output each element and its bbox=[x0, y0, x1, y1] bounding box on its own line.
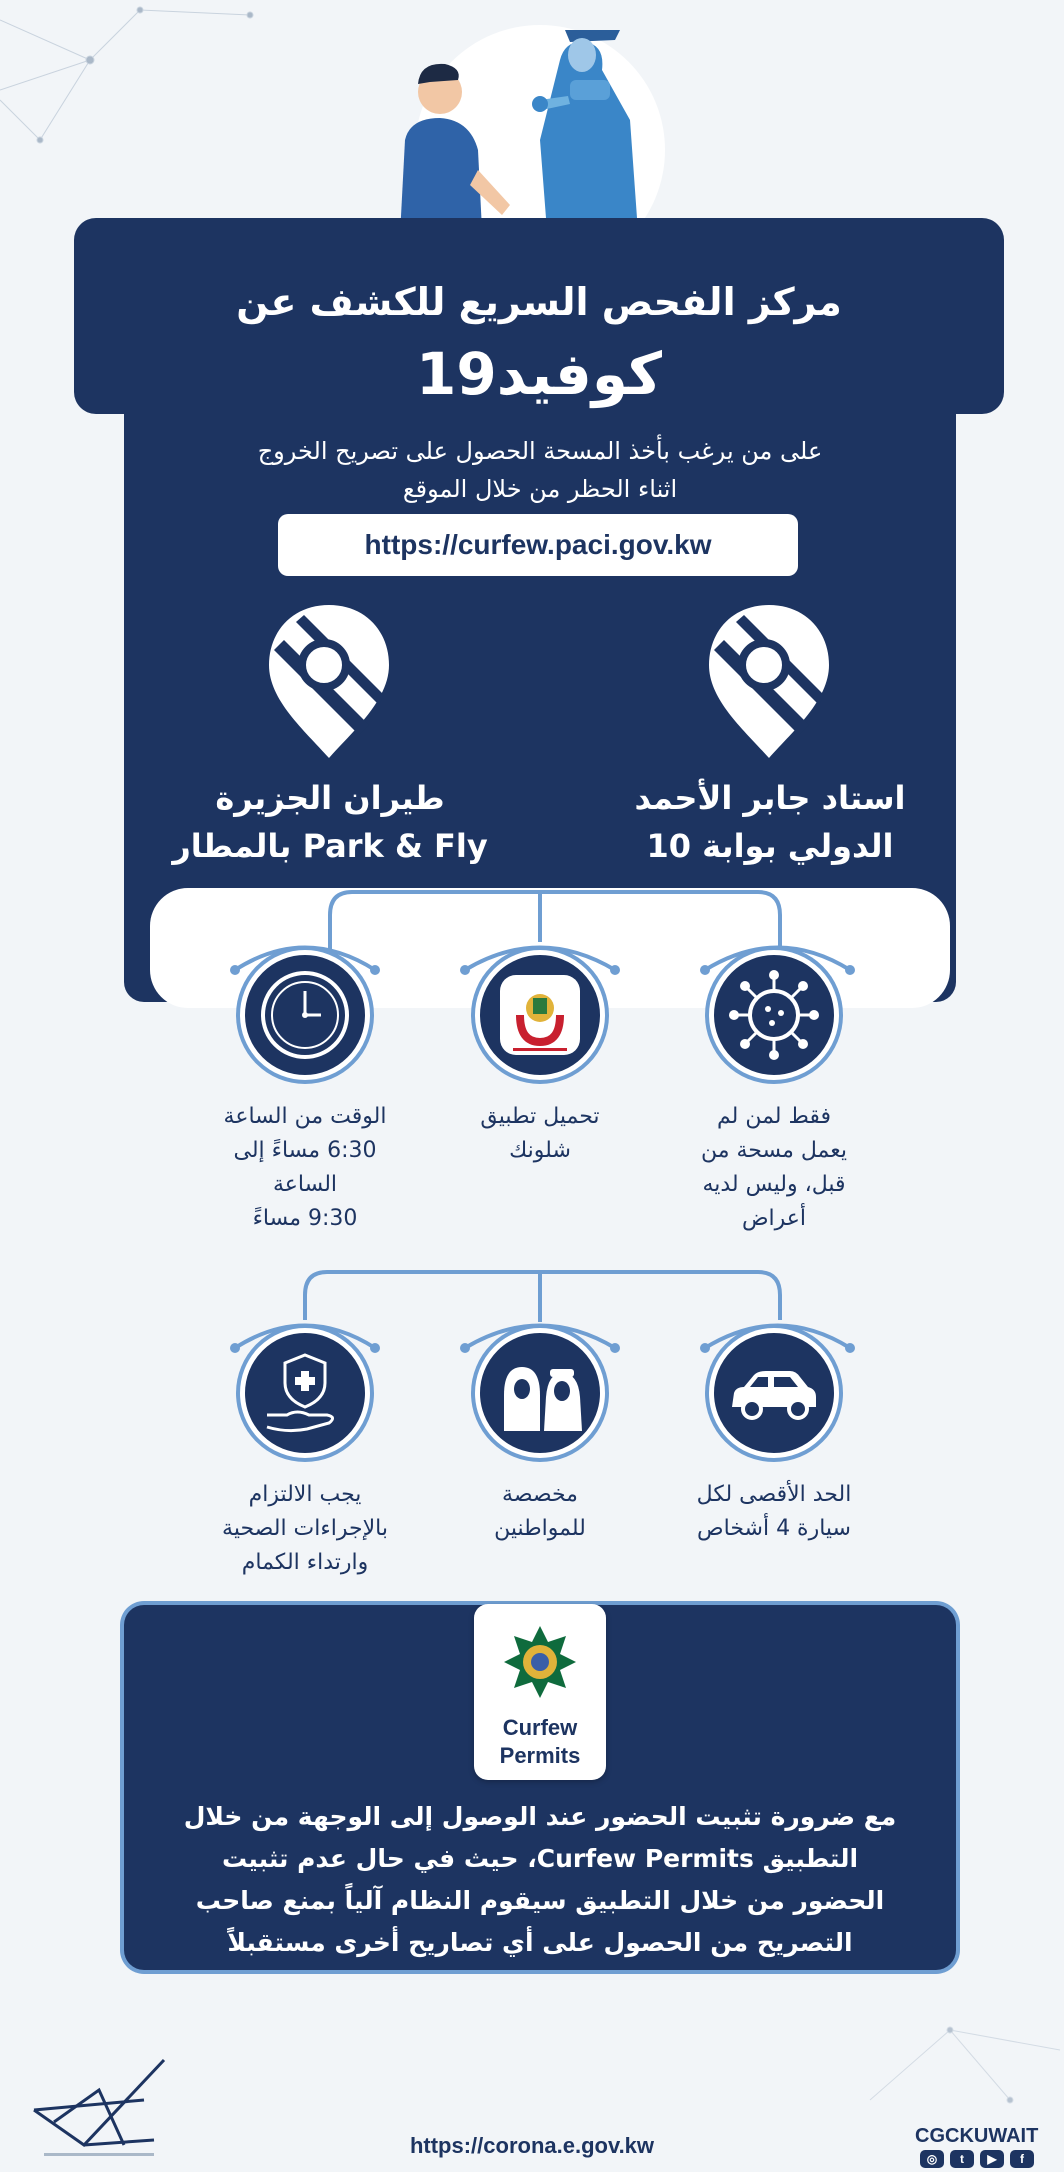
feature-eligibility-text bbox=[664, 1100, 884, 1236]
virus-circle bbox=[709, 950, 839, 1080]
location-name: استاد جابر الأحمد bbox=[634, 779, 906, 817]
notice-line: مع ضرورة تثبيت الحضور عند الوصول إلى الوجهة من خلال bbox=[183, 1802, 897, 1831]
page-title-covid: كوفيد19 bbox=[416, 340, 662, 408]
feature-line: للمواطنين bbox=[494, 1516, 586, 1541]
notice-line: التصريح من الحصول على أي تصاريح أخرى مستقبلاً bbox=[227, 1928, 853, 1957]
location-name: طيران الجزيرة bbox=[215, 779, 445, 817]
citizens-circle bbox=[475, 1328, 605, 1458]
notice-line: التطبيق Curfew Permits، حيث في حال عدم تثبيت bbox=[221, 1844, 859, 1873]
curfew-permits-app-card[interactable] bbox=[474, 1604, 606, 1780]
feature-car-limit-text bbox=[664, 1478, 884, 1546]
instagram-icon[interactable]: ◎ bbox=[920, 2150, 944, 2168]
feature-app-text bbox=[430, 1100, 650, 1168]
youtube-icon[interactable]: ▶ bbox=[980, 2150, 1004, 2168]
feature-line: الساعة bbox=[272, 1172, 338, 1197]
car-circle bbox=[709, 1328, 839, 1458]
feature-line: مخصصة bbox=[502, 1482, 578, 1507]
feature-health-text bbox=[195, 1478, 415, 1580]
feature-line: قبل، وليس لديه bbox=[702, 1172, 846, 1197]
feature-line: أعراض bbox=[741, 1206, 807, 1231]
network-decoration-top-left bbox=[0, 0, 300, 160]
location-pin-icon bbox=[704, 600, 834, 760]
feature-line: تحميل تطبيق bbox=[480, 1104, 600, 1129]
clock-icon bbox=[257, 967, 353, 1063]
facebook-icon[interactable]: f bbox=[1010, 2150, 1034, 2168]
intro-line: على من يرغب بأخذ المسحة الحصول على تصريح الخروج bbox=[257, 437, 823, 465]
kuwait-emblem-icon bbox=[500, 1622, 580, 1702]
intro-text bbox=[160, 432, 920, 508]
clock-circle bbox=[240, 950, 370, 1080]
feature-line: الوقت من الساعة bbox=[223, 1104, 387, 1129]
page-title: مركز الفحص السريع للكشف عن bbox=[236, 280, 842, 324]
location-detail: Park & Fly بالمطار bbox=[172, 827, 488, 865]
app-card-label-line: Permits bbox=[499, 1743, 581, 1768]
shlonik-app-circle bbox=[475, 950, 605, 1080]
curfew-url-link[interactable]: https://curfew.paci.gov.kw bbox=[278, 514, 798, 576]
notice-line: الحضور من خلال التطبيق سيقوم النظام آلياً بمنع صاحب bbox=[195, 1886, 885, 1915]
feature-time-text bbox=[195, 1100, 415, 1236]
social-handle: CGCKUWAIT bbox=[915, 2125, 1039, 2147]
hand-shield-circle bbox=[240, 1328, 370, 1458]
app-card-label-line: Curfew bbox=[502, 1715, 578, 1740]
feature-line: 6:30 مساءً إلى bbox=[233, 1138, 377, 1163]
feature-line: الحد الأقصى لكل bbox=[696, 1482, 852, 1507]
location-pin-icon bbox=[264, 600, 394, 760]
feature-line: وارتداء الكمام bbox=[241, 1550, 369, 1575]
network-decoration-bottom-right bbox=[860, 1990, 1064, 2110]
feature-line: سيارة 4 أشخاص bbox=[697, 1516, 851, 1541]
feature-line: يجب الالتزام bbox=[248, 1482, 362, 1507]
feature-line: شلونك bbox=[509, 1138, 571, 1163]
app-card-label bbox=[474, 1714, 606, 1770]
shlonik-app-icon bbox=[495, 970, 585, 1060]
location-jazeera bbox=[140, 774, 520, 870]
virus-icon bbox=[726, 967, 822, 1063]
curfew-permits-notice bbox=[150, 1796, 930, 1964]
location-detail: الدولي بوابة 10 bbox=[646, 827, 894, 865]
social-icons bbox=[920, 2150, 1034, 2168]
hand-shield-icon bbox=[257, 1345, 353, 1441]
feature-line: يعمل مسحة من bbox=[700, 1138, 848, 1163]
feature-line: بالإجراءات الصحية bbox=[222, 1516, 388, 1541]
feature-line: فقط لمن لم bbox=[716, 1104, 832, 1129]
intro-line: اثناء الحظر من خلال الموقع bbox=[402, 475, 678, 503]
car-icon bbox=[724, 1345, 824, 1441]
feature-citizens-text bbox=[430, 1478, 650, 1546]
citizens-icon bbox=[492, 1345, 588, 1441]
location-jaber-stadium bbox=[580, 774, 960, 870]
title-box bbox=[74, 218, 1004, 414]
corona-website-link[interactable]: https://corona.e.gov.kw bbox=[409, 2133, 655, 2158]
feature-line: 9:30 مساءً bbox=[252, 1206, 358, 1231]
twitter-icon[interactable]: t bbox=[950, 2150, 974, 2168]
